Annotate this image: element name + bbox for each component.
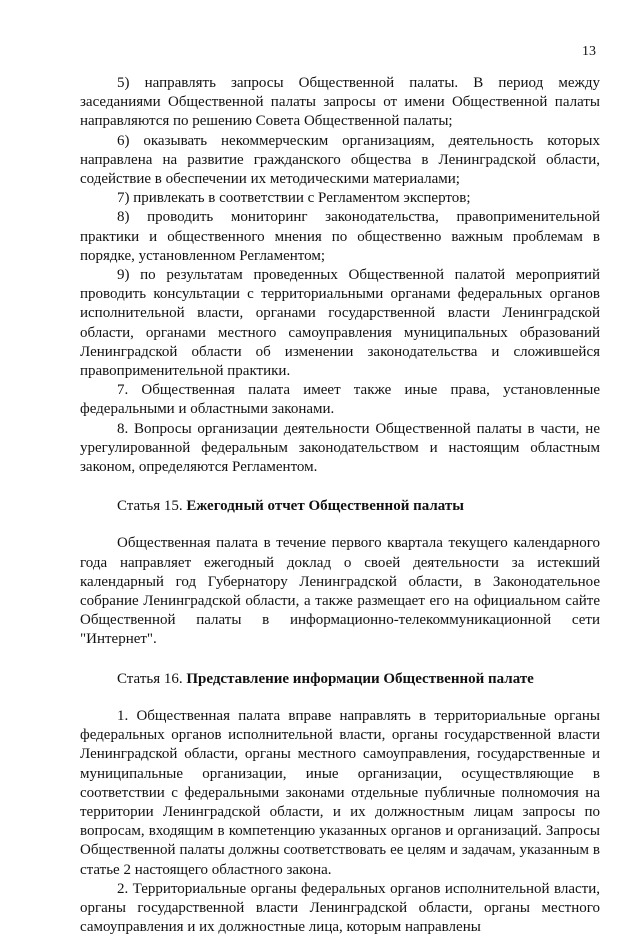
article-15-heading bbox=[80, 497, 600, 516]
clause-8-paragraph: 8. Вопросы организации деятельности Общественной палаты в части, не урегулированной федеральным законодательством и настоящим областным законом, определяются Регламентом. bbox=[80, 420, 600, 476]
article-16-title: Представление информации Общественной палате bbox=[186, 670, 534, 687]
article-15-title: Ежегодный отчет Общественной палаты bbox=[186, 498, 464, 515]
document-body bbox=[80, 74, 600, 937]
article-16-heading bbox=[80, 670, 600, 689]
article-15-prefix: Статья 15. bbox=[117, 498, 187, 515]
item-6-paragraph: 6) оказывать некоммерческим организациям, деятельность которых направлена на развитие гражданского общества в Ленинградской области, содействие в обеспечении их методическими материалами; bbox=[80, 132, 600, 188]
article-16-clause-2: 2. Территориальные органы федеральных органов исполнительной власти, органы государственной власти Ленинградской области, органы местного самоуправления и их должностные лица, которым направлены bbox=[80, 880, 600, 936]
item-7-paragraph: 7) привлекать в соответствии с Регламентом экспертов; bbox=[117, 190, 471, 207]
page-number: 13 bbox=[582, 44, 596, 59]
clause-7-paragraph: 7. Общественная палата имеет также иные права, установленные федеральными и областными законами. bbox=[80, 382, 600, 418]
article-15-text: Общественная палата в течение первого квартала текущего календарного года направляет ежегодный доклад о своей деятельности за истекший календарный год Губернатору Ленинградской области, в Законодательное собрание Ленинградской области, а также размещает его на официальном сайте Общественной палаты в информационно-телекоммуникационной сети "Интернет". bbox=[80, 535, 600, 648]
item-5-paragraph: 5) направлять запросы Общественной палаты. В период между заседаниями Общественной палаты запросы от имени Общественной палаты направляются по решению Совета Общественной палаты; bbox=[80, 75, 600, 130]
article-16-prefix: Статья 16. bbox=[117, 670, 187, 687]
item-8-paragraph: 8) проводить мониторинг законодательства, правоприменительной практики и общественного мнения по общественно важным проблемам в порядке, установленном Регламентом; bbox=[80, 209, 600, 264]
item-9-paragraph: 9) по результатам проведенных Общественной палатой мероприятий проводить консультации с территориальными органами федеральных органов исполнительной власти, органами государственной власти Ленинградской области, органами местного самоуправления муниципальных образований Ленинградской области об изменении законодательства и сложившейся правоприменительной практики. bbox=[80, 267, 600, 380]
article-16-clause-1: 1. Общественная палата вправе направлять в территориальные органы федеральных органов исполнительной власти, органы государственной власти Ленинградской области, органы местного самоуправления, государственные и муниципальные организации, иные организации, осуществляющие в соответствии с федеральными законами отдельные публичные полномочия на территории Ленинградской области, и их должностным лицам запросы по вопросам, входящим в компетенцию указанных органов и организаций. Запросы Общественной палаты должны соответствовать ее целям и задачам, указанным в статье 2 настоящего областного закона. bbox=[80, 707, 600, 878]
